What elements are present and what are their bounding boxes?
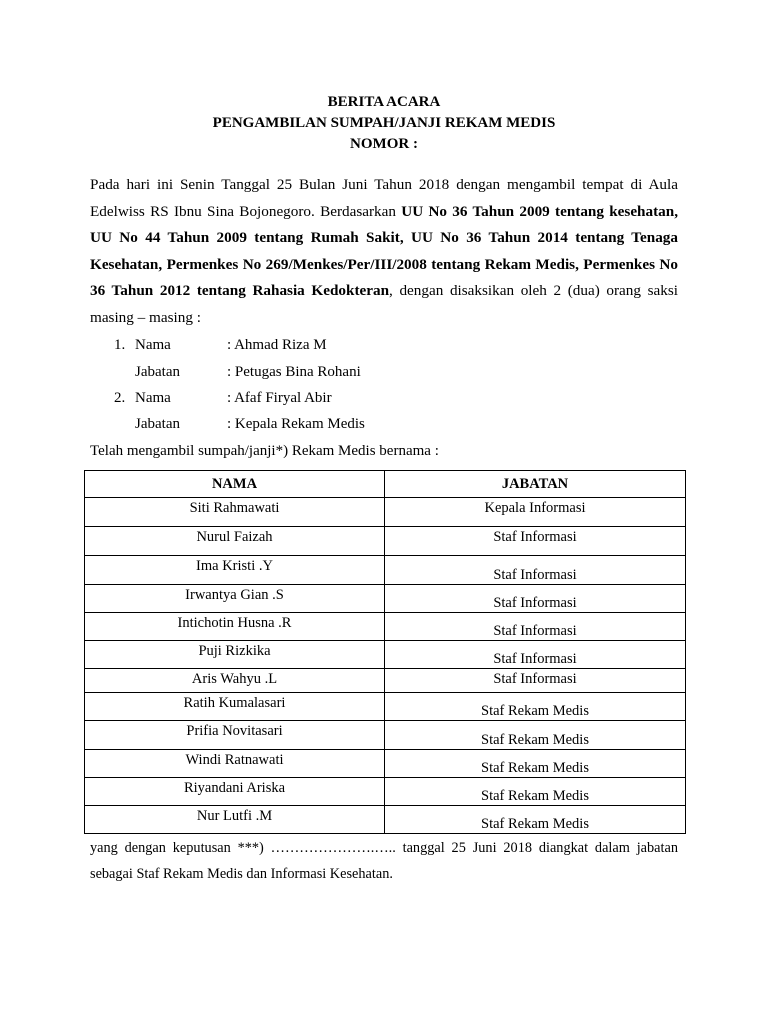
position-cell: Staf Rekam Medis — [385, 721, 686, 749]
document-number: NOMOR : — [350, 136, 418, 152]
name-cell: Puji Rizkika — [85, 640, 385, 668]
table-row — [85, 612, 686, 640]
name-cell: Prifia Novitasari — [85, 721, 385, 749]
position-cell: Staf Informasi — [385, 669, 686, 693]
witness-1-number: 1. — [114, 337, 126, 353]
table-row — [85, 556, 686, 584]
position-cell: Staf Informasi — [385, 584, 686, 612]
position-cell: Staf Rekam Medis — [385, 777, 686, 805]
name-cell: Ima Kristi .Y — [85, 556, 385, 584]
document-subtitle: PENGAMBILAN SUMPAH/JANJI REKAM MEDIS — [212, 115, 556, 131]
witness-2-name-value: : Afaf Firyal Abir — [227, 390, 332, 406]
witness-2-position-value: : Kepala Rekam Medis — [227, 416, 365, 432]
oath-takers-table — [84, 470, 686, 834]
table-row — [85, 721, 686, 749]
name-cell: Aris Wahyu .L — [85, 669, 385, 693]
table-header-row — [85, 471, 686, 498]
name-cell: Intichotin Husna .R — [85, 612, 385, 640]
witness-2-name-label: Nama — [135, 390, 171, 406]
table-row — [85, 498, 686, 527]
position-cell: Staf Rekam Medis — [385, 749, 686, 777]
table-row — [85, 527, 686, 556]
name-cell: Nur Lutfi .M — [85, 805, 385, 833]
witness-2-number: 2. — [114, 390, 126, 406]
position-cell: Staf Rekam Medis — [385, 805, 686, 833]
intro-legal-basis: UU No 36 Tahun 2009 tentang kesehatan, UU No 44 Tahun 2009 tentang Rumah Sakit, UU No 36 Tahun 2014 tentang Tenaga Kesehatan, Permenkes No 269/Menkes/Per/III/2008 tentang Rekam Medis, Permenkes No 36 Tahun 2012 tentang Rahasia Kedokteran — [90, 202, 678, 300]
witness-1-position-value: : Petugas Bina Rohani — [227, 364, 361, 380]
table-row — [85, 805, 686, 833]
name-cell: Windi Ratnawati — [85, 749, 385, 777]
position-cell: Staf Informasi — [385, 640, 686, 668]
name-cell: Ratih Kumalasari — [85, 693, 385, 721]
witness-1-name-value: : Ahmad Riza M — [227, 337, 327, 353]
position-cell: Kepala Informasi — [385, 498, 686, 527]
name-cell: Irwantya Gian .S — [85, 584, 385, 612]
position-cell: Staf Informasi — [385, 612, 686, 640]
table-row — [85, 669, 686, 693]
intro-paragraph — [90, 172, 678, 332]
witness-1-position-label: Jabatan — [135, 364, 180, 380]
witness-1-name-label: Nama — [135, 337, 171, 353]
closing-paragraph: yang dengan keputusan ***) ………………….….. tanggal 25 Juni 2018 diangkat dalam jabatan sebagai Staf Rekam Medis dan Informasi Kesehatan. — [90, 840, 678, 882]
name-cell: Siti Rahmawati — [85, 498, 385, 527]
header-nama: NAMA — [85, 471, 385, 498]
table-row — [85, 640, 686, 668]
table-row — [85, 584, 686, 612]
table-row — [85, 693, 686, 721]
position-cell: Staf Informasi — [385, 556, 686, 584]
intro-text-end: , dengan disaksikan oleh 2 (dua) orang saksi masing – masing : — [90, 282, 678, 326]
table-row — [85, 777, 686, 805]
table-row — [85, 749, 686, 777]
document-title: BERITA ACARA — [327, 94, 441, 110]
header-jabatan: JABATAN — [385, 471, 686, 498]
name-cell: Nurul Faizah — [85, 527, 385, 556]
name-cell: Riyandani Ariska — [85, 777, 385, 805]
position-cell: Staf Rekam Medis — [385, 693, 686, 721]
position-cell: Staf Informasi — [385, 527, 686, 556]
witness-2-position-label: Jabatan — [135, 416, 180, 432]
oath-intro: Telah mengambil sumpah/janji*) Rekam Medis bernama : — [90, 443, 439, 459]
intro-text-start: Pada hari ini Senin Tanggal 25 Bulan Juni Tahun 2018 dengan mengambil tempat di Aula Edelwiss RS Ibnu Sina Bojonegoro. Berdasarkan — [90, 176, 678, 220]
